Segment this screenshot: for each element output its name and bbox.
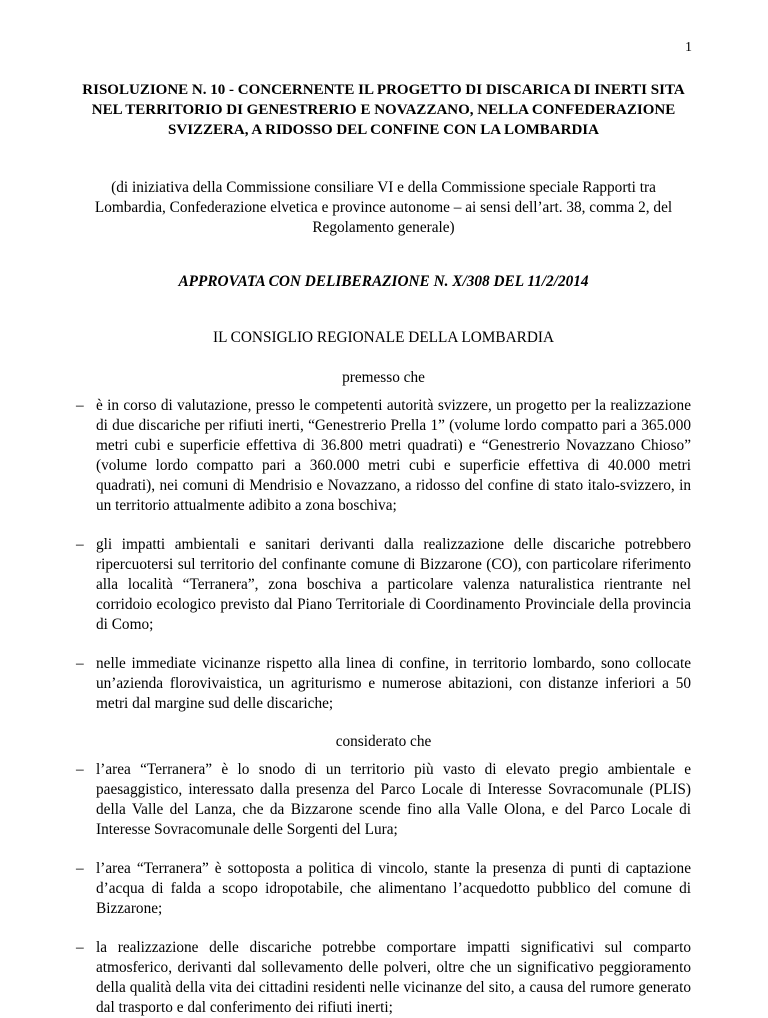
list-item [76,938,691,1018]
document-title: RISOLUZIONE N. 10 - CONCERNENTE IL PROGETTO DI DISCARICA DI INERTI SITA NEL TERRITORIO DI GENESTRERIO E NOVAZZANO, NELLA CONFEDERAZIONE SVIZZERA, A RIDOSSO DEL CONFINE CON LA LOMBARDIA [82,82,685,138]
dash-bullet: – [76,536,84,553]
page-number: 1 [685,40,692,55]
document-body [76,80,691,1018]
clause-text: nelle immediate vicinanze rispetto alla linea di confine, in territorio lombardo, sono collocate un’azienda florovivaistica, un agriturismo e numerose abitazioni, con distanze inferiori a 50 metri dal margine sud delle discariche; [96,655,691,712]
considerato-heading: considerato che [335,733,432,750]
list-item [76,859,691,919]
premesso-list [76,396,691,714]
considerato-list [76,760,691,1018]
clause-text: gli impatti ambientali e sanitari derivanti dalla realizzazione delle discariche potrebbero ripercuotersi sul territorio del confinante comune di Bizzarone (CO), con particolare riferimento alla località “Terranera”, zona boschiva a particolare valenza naturalistica rientrante nel corridoio ecologico previsto dal Piano Territoriale di Coordinamento Provinciale della provincia di Como; [96,536,691,633]
dash-bullet: – [76,860,84,877]
premesso-heading: premesso che [342,369,425,386]
initiative-note: (di iniziativa della Commissione consiliare VI e della Commissione speciale Rapporti tra Lombardia, Confederazione elvetica e province autonome – ai sensi dell’art. 38, comma 2, del Regolamento generale) [94,179,673,236]
list-item [76,535,691,635]
dash-bullet: – [76,397,84,414]
list-item [76,654,691,714]
approval-line: APPROVATA CON DELIBERAZIONE N. X/308 DEL 11/2/2014 [178,273,589,290]
council-heading: IL CONSIGLIO REGIONALE DELLA LOMBARDIA [212,329,555,346]
clause-text: l’area “Terranera” è lo snodo di un territorio più vasto di elevato pregio ambientale e paesaggistico, interessato dalla presenza del Parco Locale di Interesse Sovracomunale (PLIS) della Valle del Lanza, che da Bizzarone scende fino alla Valle Olona, e del Parco Locale di Interesse Sovracomunale delle Sorgenti del Lura; [96,761,691,838]
dash-bullet: – [76,939,84,956]
clause-text: l’area “Terranera” è sottoposta a politica di vincolo, stante la presenza di punti di captazione d’acqua di falda a scopo idropotabile, che alimentano l’acquedotto pubblico del comune di Bizzarone; [96,860,691,917]
clause-text: è in corso di valutazione, presso le competenti autorità svizzere, un progetto per la realizzazione di due discariche per rifiuti inerti, “Genestrerio Prella 1” (volume lordo compatto pari a 365.000 metri cubi e superficie effettiva di 36.800 metri quadrati) e “Genestrerio Novazzano Chioso” (volume lordo compatto pari a 360.000 metri cubi e superficie effettiva di 40.000 metri quadrati), nei comuni di Mendrisio e Novazzano, a ridosso del confine di stato italo-svizzero, in un territorio attualmente adibito a zona boschiva; [96,397,691,514]
dash-bullet: – [76,655,84,672]
clause-text: la realizzazione delle discariche potrebbe comportare impatti significativi sul comparto atmosferico, derivanti dal sollevamento delle polveri, oltre che un significativo peggioramento della qualità della vita dei cittadini residenti nelle vicinanze del sito, a causa del rumore generato dal trasporto e dal conferimento dei rifiuti inerti; [96,939,691,1016]
list-item [76,396,691,516]
dash-bullet: – [76,761,84,778]
list-item [76,760,691,840]
